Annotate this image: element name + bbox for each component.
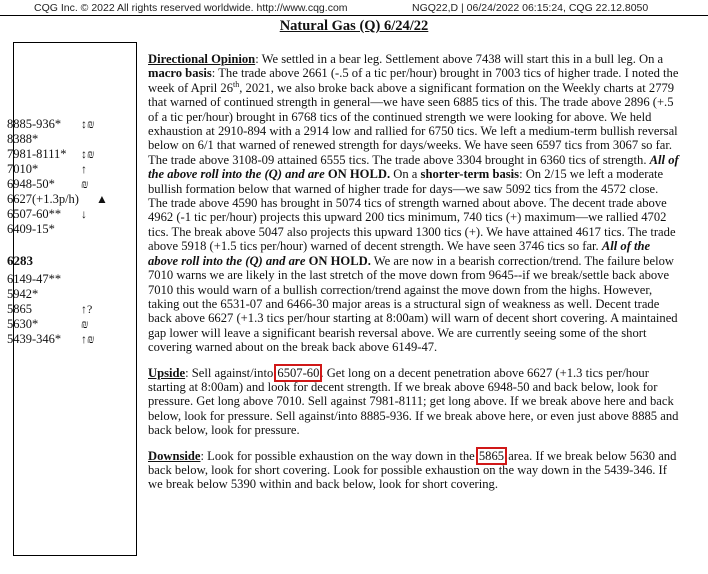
level-row: 5865 ↑? bbox=[7, 302, 93, 316]
level-row: 7981-8111* ↕₪ bbox=[7, 147, 95, 161]
level-row: 5630* ₪ bbox=[7, 317, 89, 331]
commentary bbox=[148, 52, 680, 503]
level-row: 6507-60** ↓ bbox=[7, 207, 87, 221]
level-row: 6149-47** bbox=[7, 272, 62, 286]
header-rule bbox=[0, 15, 708, 16]
level-row: 6409-15* bbox=[7, 222, 55, 236]
level-row: 6627(+1.3p/h) ▲ bbox=[7, 192, 108, 206]
directional-opinion: Directional Opinion: We settled in a bear leg. Settlement above 7438 will start this in a bull leg. On a macro basis: The trade above 2661 (-.5 of a tic per/hour) brought in 7003 tics of higher trade. I noted the week of April 26th, 2021, we also broke back above a significant formation on the Weekly charts at 2779 that warned of continued strength in general—we have seen 6885 tics of this. The trade above 2896 (+.5 of a tic per/hour) brought in 6768 tics of the continued strength we were looking for above. We held exhaustion at 2910-894 with a 2914 low and rallied for 6750 tics. We left a medium-term bullish reversal below on 6/1 that warned of renewed strength for days/weeks. We have seen 6597 tics from 3067 so far. The trade above 3108-09 attained 6555 tics. The trade above 3304 brought in 6360 tics of strength. All of the above roll into the (Q) and are ON HOLD. On a shorter-term basis: On 2/15 we left a moderate bullish formation below that warned of higher trade for days—we saw 5092 tics from the 4572 close. The trade above 4590 has brought in 5074 tics of strength warned about above. The decent trade above 4962 (-1 tic per/hour) projects this upward 200 tics minimum, 740 tics (+) maximum—we rallied 4702 tics. The break above 5047 also projects this upward 1300 tics (+). We have attained 4617 tics. The trade above 5918 (+1.5 tics per/hour) warned of decent strength. We have seen 3746 tics so far. All of the above roll into the (Q) and are ON HOLD. We are now in a bearish correction/trend. The failure below 7010 warns we are likely in the last stretch of the move down from 9645--if we break/settle back above 7010 this would warn of a bullish correction/trend against the move down from the highs. However, taking out the 6531-07 and 6466-30 major areas is a structural sign of weakness as well. Decent trade back above 6627 (+1.3 tics per/hour starting at 8:00am) will warn of decent short covering. A maintained gap lower will leave a significant bearish reversal above. We are currently seeing some of the short covering warned about on the break back above 6149-47. bbox=[148, 52, 679, 355]
level-row: 5439-346* ↑₪ bbox=[7, 332, 95, 346]
downside-heading: Downside bbox=[148, 448, 201, 463]
highlighted-level: 5865 bbox=[478, 448, 505, 463]
highlighted-level: 6507-60 bbox=[277, 365, 320, 380]
level-row: 5942* bbox=[7, 287, 39, 301]
level-row: 8885-936* ↕₪ bbox=[7, 117, 95, 131]
level-row: 6948-50* ₪ bbox=[7, 177, 89, 191]
report-header bbox=[0, 0, 708, 16]
chart-info-text: NGQ22,D | 06/24/2022 06:15:24, CQG 22.12.8050 bbox=[412, 2, 649, 14]
downside-section: Downside: Look for possible exhaustion on the way down in the 5865 area. If we break below 5630 and back below, look for short covering. Look for possible exhaustion on the way down in the 5439-346. If we break below 5390 within and back below, look for short covering. bbox=[148, 448, 677, 492]
directional-heading: Directional Opinion bbox=[148, 52, 256, 66]
upside-section: Upside: Sell against/into 6507-60. Get long on a decent penetration above 6627 (+1.3 tics per/hour starting at 8:00am) and look for decent strength. If we break above 6948-50 and back below, look for pressure. Get long above 7010. Sell against 7981-8111; get long above. If we break above here and back below, look for pressure. Sell against/into 8885-936. If we break above here, or even just above 8885 and back below, look for pressure. bbox=[148, 365, 679, 438]
level-row: 8388* bbox=[7, 132, 39, 146]
levels-list bbox=[7, 117, 121, 347]
current-price: 6283 bbox=[7, 253, 33, 268]
copyright-text: CQG Inc. © 2022 All rights reserved worldwide. http://www.cqg.com bbox=[34, 2, 348, 14]
level-row: 7010* ↑ bbox=[7, 162, 87, 176]
upside-heading: Upside bbox=[148, 365, 186, 380]
page-title: Natural Gas (Q) 6/24/22 bbox=[279, 18, 429, 34]
